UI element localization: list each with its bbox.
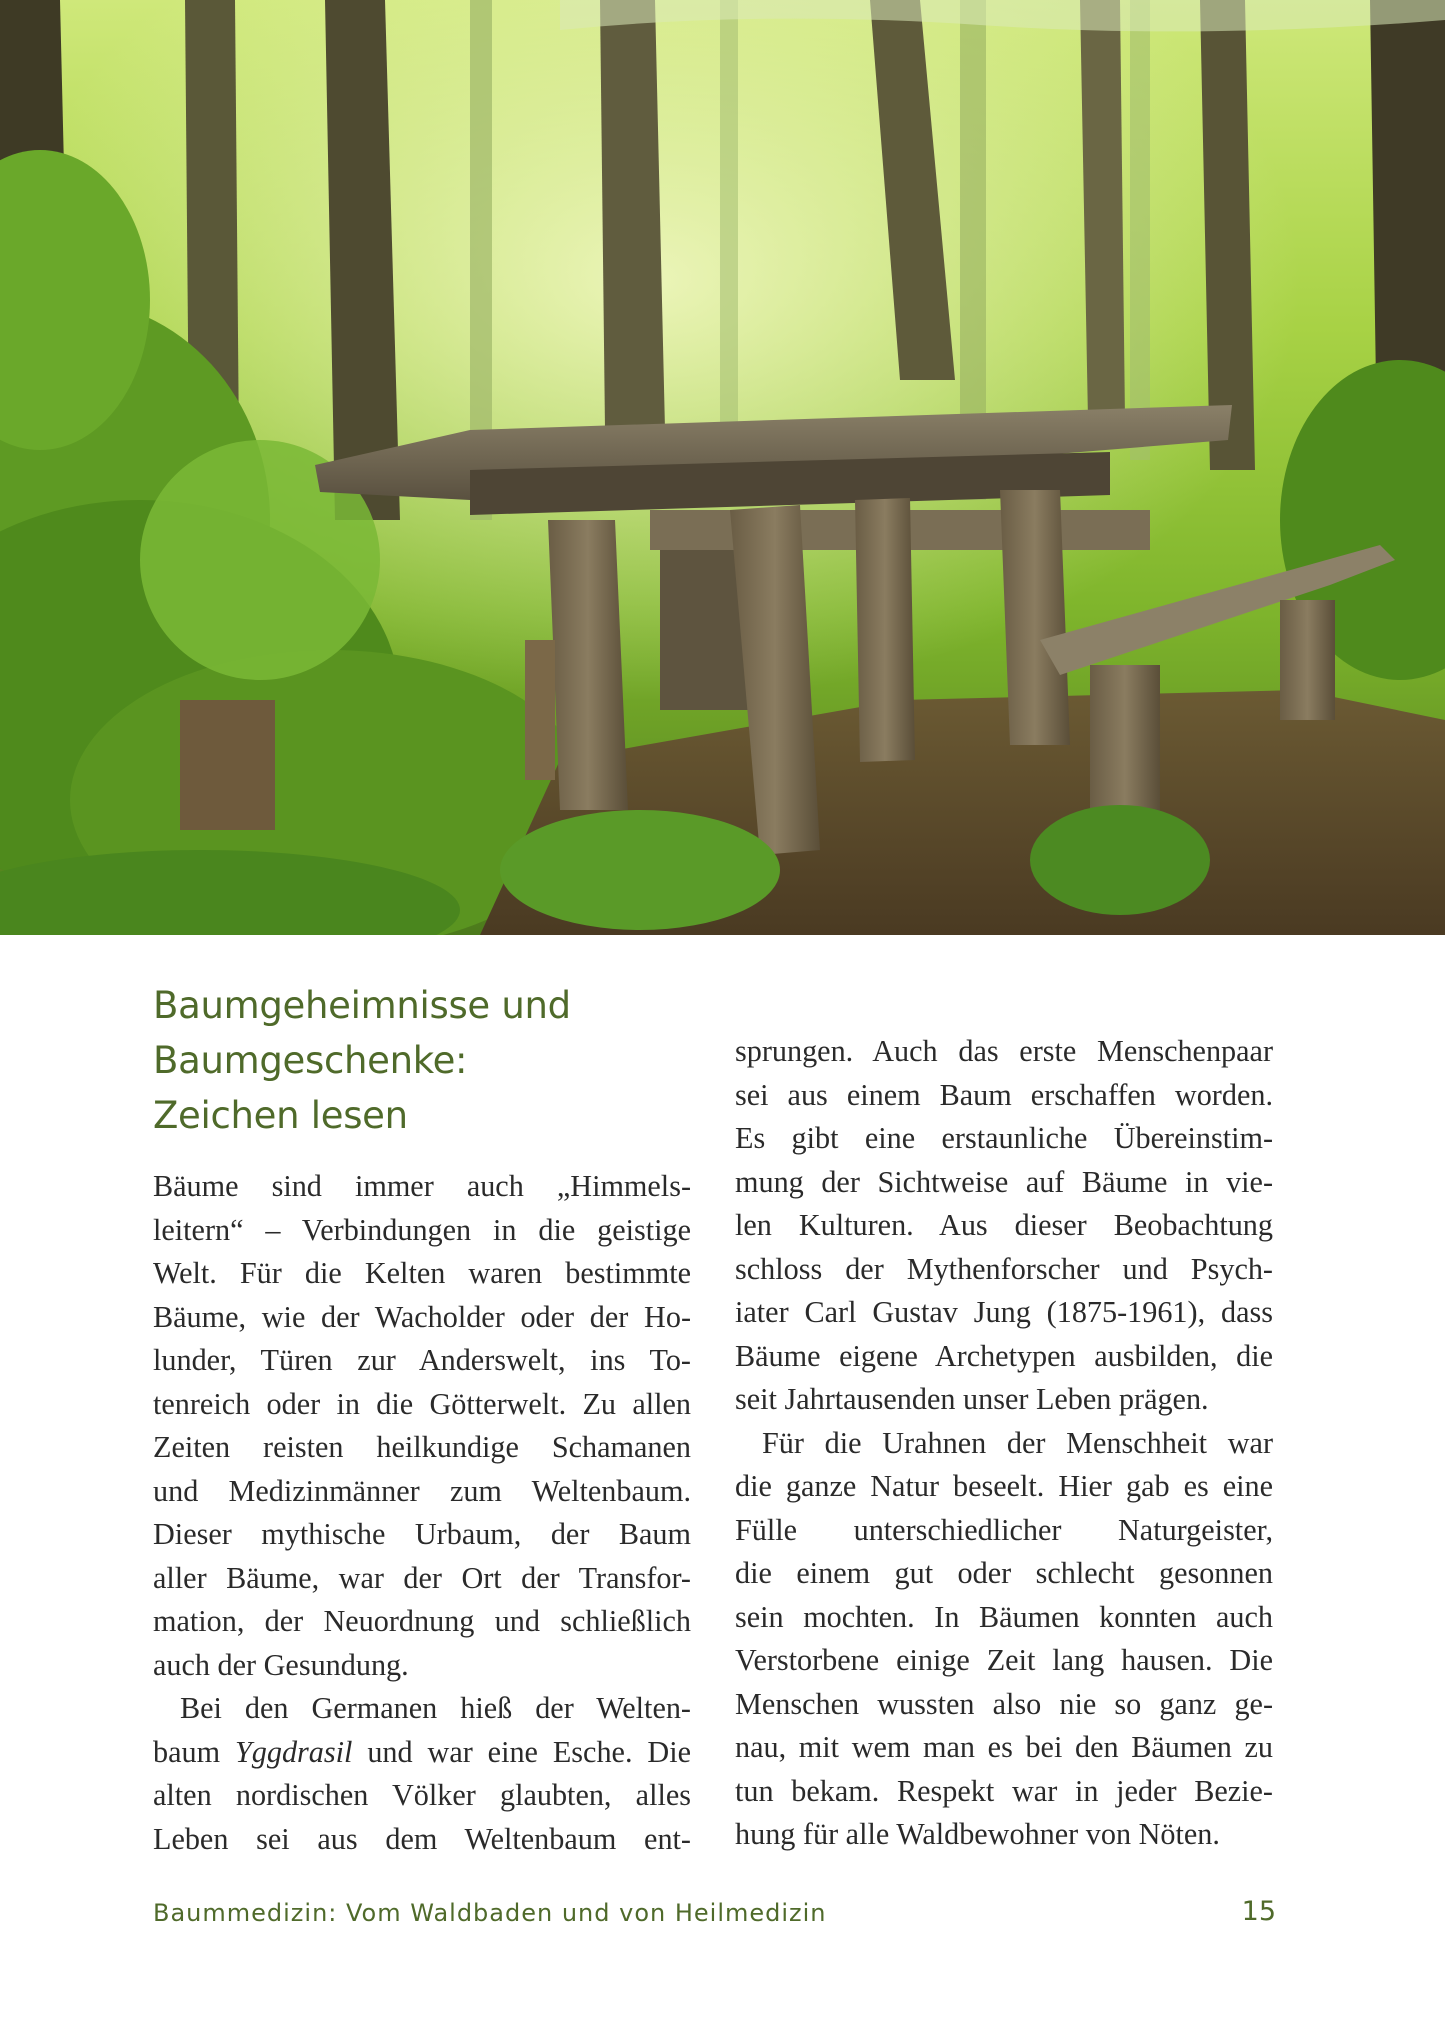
text-segment: auch der Gesundung.	[153, 1647, 409, 1682]
right-text-column	[735, 1030, 1273, 1857]
forest-bench-illustration	[0, 0, 1445, 935]
text-segment: mation, der Neuordnung und schließlich	[153, 1604, 691, 1638]
text-line	[735, 1074, 1273, 1118]
italic-term: Yggdrasil	[234, 1734, 353, 1769]
text-line	[153, 1731, 691, 1775]
text-line	[735, 1030, 1273, 1074]
text-line	[735, 1161, 1273, 1205]
text-segment: und Medizinmänner zum Weltenbaum.	[153, 1473, 691, 1508]
text-line	[153, 1818, 691, 1862]
text-line	[153, 1252, 691, 1296]
text-segment: seit Jahrtausenden unser Leben prägen.	[735, 1382, 1209, 1416]
text-segment: die einem gut oder schlecht gesonnen	[735, 1556, 1273, 1590]
text-segment: Zeiten reisten heilkundige Schamanen	[153, 1430, 691, 1464]
text-segment: Bäume sind immer auch „Himmels-	[153, 1169, 691, 1203]
text-line	[153, 1644, 691, 1688]
text-line	[153, 1774, 691, 1818]
text-segment: Für die Urahnen der Menschheit war	[762, 1425, 1273, 1460]
text-segment: und war eine Esche. Die	[352, 1734, 691, 1769]
text-segment: Fülle unterschiedlicher Naturgeister,	[735, 1512, 1273, 1547]
text-line	[153, 1383, 691, 1427]
heading-line: Zeichen lesen	[153, 1094, 408, 1137]
page-number: 15	[1241, 1896, 1276, 1927]
text-segment: Bäume eigene Archetypen ausbilden, die	[735, 1338, 1273, 1373]
text-line	[153, 1687, 691, 1731]
text-line	[153, 1209, 691, 1253]
text-segment: lunder, Türen zur Anderswelt, ins To-	[153, 1343, 691, 1377]
text-segment: alten nordischen Völker glaubten, alles	[153, 1778, 691, 1812]
text-line	[735, 1726, 1273, 1770]
left-text-column	[153, 1165, 691, 1861]
text-line	[153, 1470, 691, 1514]
text-line	[735, 1291, 1273, 1335]
text-segment: sein mochten. In Bäumen konnten auch	[735, 1599, 1273, 1634]
text-segment: iater Carl Gustav Jung (1875-1961), dass	[735, 1295, 1273, 1329]
text-line	[735, 1509, 1273, 1553]
text-line	[153, 1513, 691, 1557]
text-line	[735, 1639, 1273, 1683]
text-line	[735, 1335, 1273, 1379]
text-line	[735, 1465, 1273, 1509]
text-line	[735, 1813, 1273, 1857]
text-line	[153, 1296, 691, 1340]
text-segment: die ganze Natur beseelt. Hier gab es eine	[735, 1469, 1273, 1503]
text-segment: tun bekam. Respekt war in jeder Bezie-	[735, 1773, 1273, 1808]
text-segment: tenreich oder in die Götterwelt. Zu allen	[153, 1386, 691, 1421]
text-line	[153, 1600, 691, 1644]
text-line	[153, 1165, 691, 1209]
text-segment: Bei den Germanen hieß der Welten-	[180, 1691, 691, 1725]
article-heading	[153, 978, 713, 1143]
text-segment: nau, mit wem man es bei den Bäumen zu	[735, 1730, 1273, 1764]
text-segment: Welt. Für die Kelten waren bestimmte	[153, 1256, 691, 1290]
text-segment: mung der Sichtweise auf Bäume in vie-	[735, 1164, 1273, 1199]
text-line	[735, 1204, 1273, 1248]
text-segment: hung für alle Waldbewohner von Nöten.	[735, 1817, 1220, 1851]
text-segment: Dieser mythische Urbaum, der Baum	[153, 1517, 691, 1551]
text-line	[735, 1422, 1273, 1466]
text-segment: len Kulturen. Aus dieser Beobachtung	[735, 1208, 1273, 1242]
text-segment: Leben sei aus dem Weltenbaum ent-	[153, 1821, 691, 1856]
text-line	[153, 1339, 691, 1383]
text-line	[735, 1596, 1273, 1640]
forest-photo	[0, 0, 1445, 935]
text-segment: leitern“ – Verbindungen in die geistige	[153, 1212, 691, 1247]
heading-line: Baumgeschenke:	[153, 1039, 468, 1082]
text-line	[153, 1426, 691, 1470]
text-segment: Menschen wussten also nie so ganz ge-	[735, 1686, 1273, 1721]
text-line	[735, 1683, 1273, 1727]
text-line	[735, 1117, 1273, 1161]
text-segment: aller Bäume, war der Ort der Transfor-	[153, 1560, 691, 1595]
heading-line: Baumgeheimnisse und	[153, 984, 571, 1027]
text-segment: sprungen. Auch das erste Menschenpaar	[735, 1034, 1273, 1068]
text-segment: Es gibt eine erstaunliche Übereinstim-	[735, 1121, 1273, 1155]
text-line	[735, 1248, 1273, 1292]
text-segment: sei aus einem Baum erschaffen worden.	[735, 1077, 1273, 1112]
running-footer-title: Baummedizin: Vom Waldbaden und von Heilmedizin	[153, 1899, 827, 1927]
text-segment: Bäume, wie der Wacholder oder der Ho-	[153, 1299, 691, 1334]
text-segment: schloss der Mythenforscher und Psych-	[735, 1251, 1273, 1286]
text-segment: baum	[153, 1734, 235, 1769]
text-line	[735, 1770, 1273, 1814]
text-line	[735, 1378, 1273, 1422]
text-line	[153, 1557, 691, 1601]
text-segment: Verstorbene einige Zeit lang hausen. Die	[735, 1643, 1273, 1677]
text-line	[735, 1552, 1273, 1596]
